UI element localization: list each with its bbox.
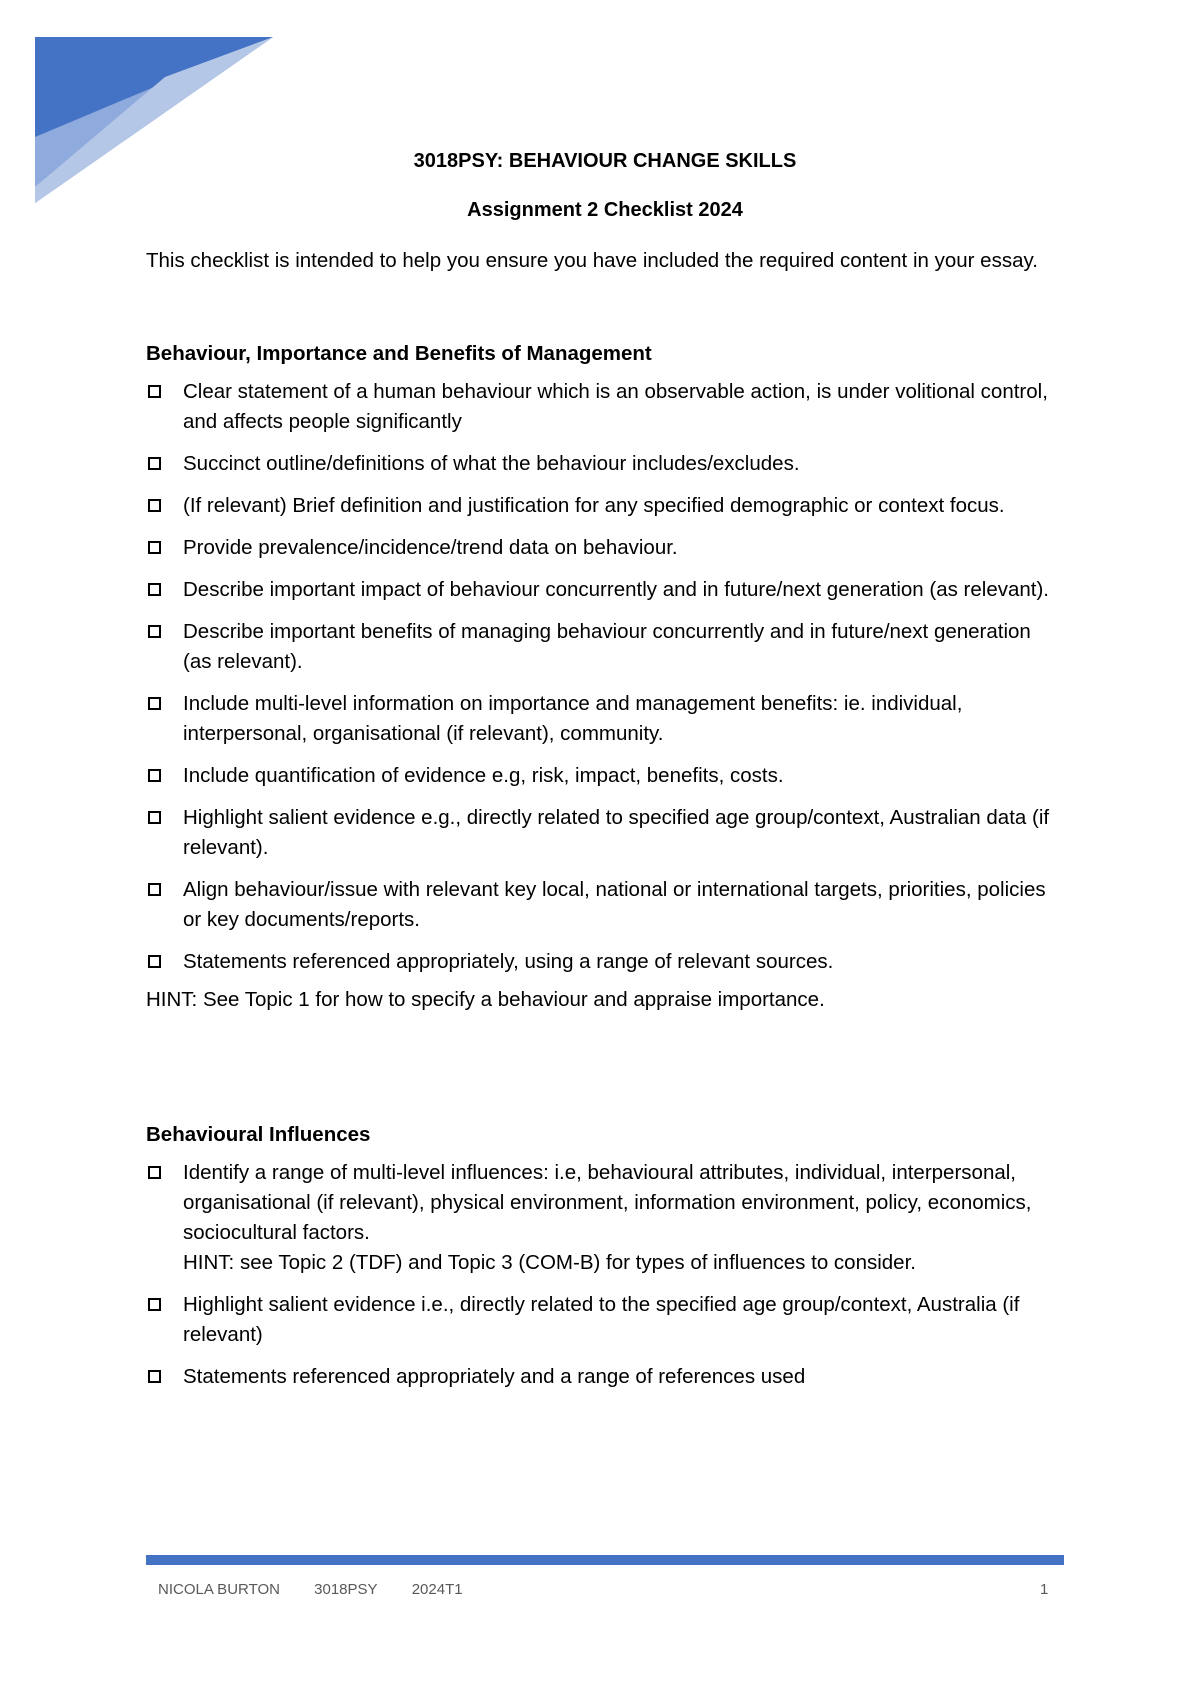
checklist-item: Align behaviour/issue with relevant key local, national or international targets, priorities, policies or key documents/reports.: [146, 875, 1064, 935]
checklist: [146, 377, 1064, 977]
checkbox-icon[interactable]: [148, 541, 161, 554]
footer: [158, 1581, 493, 1598]
checkbox-icon[interactable]: [148, 385, 161, 398]
checkbox-icon[interactable]: [148, 1370, 161, 1383]
footer-author: NICOLA BURTON: [158, 1581, 280, 1598]
checklist-item: Highlight salient evidence e.g., directly related to specified age group/context, Australian data (if relevant).: [146, 803, 1064, 863]
section-heading: Behavioural Influences: [146, 1123, 371, 1146]
hint-text: HINT: see Topic 2 (TDF) and Topic 3 (COM-B) for types of influences to consider.: [183, 1251, 916, 1274]
checkbox-icon[interactable]: [148, 1298, 161, 1311]
checklist-item: Succinct outline/definitions of what the behaviour includes/excludes.: [146, 449, 1064, 479]
checklist-item: Provide prevalence/incidence/trend data on behaviour.: [146, 533, 1064, 563]
section-behaviour-importance: [146, 339, 1064, 1015]
hint-text: HINT: See Topic 1 for how to specify a behaviour and appraise importance.: [146, 988, 825, 1011]
checklist-item: (If relevant) Brief definition and justification for any specified demographic or context focus.: [146, 491, 1064, 521]
footer-term: 2024T1: [411, 1581, 463, 1598]
checkbox-icon[interactable]: [148, 625, 161, 638]
page-number: 1: [1040, 1581, 1049, 1598]
checkbox-icon[interactable]: [148, 583, 161, 596]
section-heading: Behaviour, Importance and Benefits of Management: [146, 342, 652, 365]
checkbox-icon[interactable]: [148, 457, 161, 470]
document-title: Assignment 2 Checklist 2024: [467, 199, 743, 221]
checklist-item: Include quantification of evidence e.g, risk, impact, benefits, costs.: [146, 761, 1064, 791]
footer-code: 3018PSY: [314, 1581, 378, 1598]
checklist-item: Identify a range of multi-level influences: i.e, behavioural attributes, individual, interpersonal, organisational (if relevant), physical environment, information environment, policy, economics, sociocultural factors. HINT: see Topic 2 (TDF) and Topic 3 (COM-B) for types of influences to consider.: [146, 1158, 1064, 1278]
checklist-item: Describe important impact of behaviour concurrently and in future/next generation (as relevant).: [146, 575, 1064, 605]
intro-text: This checklist is intended to help you ensure you have included the required content in your essay.: [146, 249, 1038, 272]
checkbox-icon[interactable]: [148, 955, 161, 968]
course-title: 3018PSY: BEHAVIOUR CHANGE SKILLS: [413, 150, 797, 172]
checkbox-icon[interactable]: [148, 769, 161, 782]
checklist-item: Describe important benefits of managing behaviour concurrently and in future/next generation (as relevant).: [146, 617, 1064, 677]
corner-decoration: [35, 37, 273, 203]
checklist-item: Clear statement of a human behaviour which is an observable action, is under volitional control, and affects people significantly: [146, 377, 1064, 437]
checkbox-icon[interactable]: [148, 697, 161, 710]
checkbox-icon[interactable]: [148, 499, 161, 512]
checklist-item: Highlight salient evidence i.e., directly related to the specified age group/context, Australia (if relevant): [146, 1290, 1064, 1350]
section-behavioural-influences: [146, 1120, 1064, 1404]
footer-rule: [146, 1555, 1064, 1565]
checklist: [146, 1158, 1064, 1392]
checkbox-icon[interactable]: [148, 811, 161, 824]
checklist-item: Statements referenced appropriately and a range of references used: [146, 1362, 1064, 1392]
checkbox-icon[interactable]: [148, 883, 161, 896]
checklist-item: Statements referenced appropriately, using a range of relevant sources.: [146, 947, 1064, 977]
checkbox-icon[interactable]: [148, 1166, 161, 1179]
checklist-item: Include multi-level information on importance and management benefits: ie. individual, interpersonal, organisational (if relevant), community.: [146, 689, 1064, 749]
